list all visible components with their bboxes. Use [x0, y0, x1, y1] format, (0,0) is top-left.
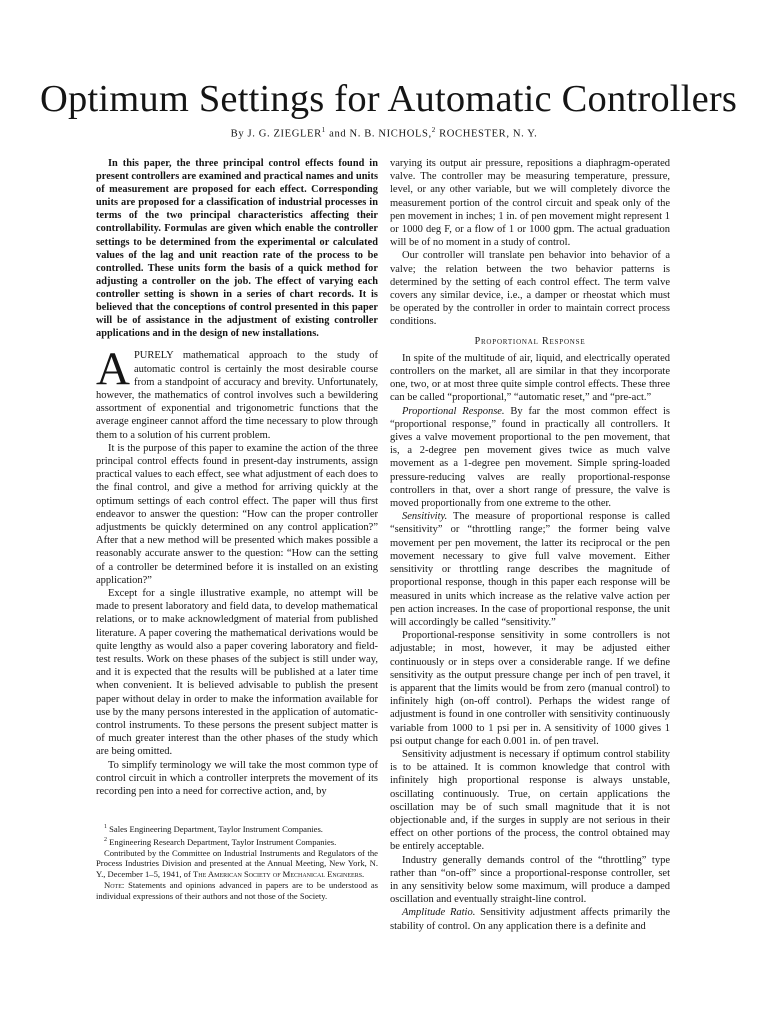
- body-paragraph: Except for a single illustrative example, no attempt will be made to present laboratory and field data, to develop mathematical relations, or to make acknowledgment of material from published literature. A paper covering the mathematical derivations would be quite lengthy as would also a paper covering laboratory and field-test results. Work on these phases of the subject is still under way, and it is expected that the results will be published at a later time when convenient. It is believed advisable to publish the present paper without delay in order to make the information available for use by the many persons interested in the application of automatic-control instruments. To these persons the present subject matter is of much greater interest than the other phases of the study which are being omitted.: [96, 587, 378, 758]
- body-paragraph: Our controller will translate pen behavior into behavior of a valve; the relation between the two behavior patterns is determined by the setting of each control effect. The term valve covers any similar device, i.e., a damper or rheostat which must be operated by the controller in order to maintain correct process conditions.: [390, 250, 670, 328]
- paper-title: Optimum Settings for Automatic Controllers: [40, 78, 738, 120]
- footnote-mark-2: 2: [431, 126, 436, 134]
- body-paragraph: Amplitude Ratio. Sensitivity adjustment affects primarily the stability of control. On any application there is a definite and: [390, 907, 670, 932]
- run-in-heading: Amplitude Ratio.: [402, 907, 476, 919]
- footnote-2: $^2$ Engineering Research Department, Taylor Instrument Companies.: [104, 836, 337, 847]
- contribution-note: Contributed by the Committee on Industrial Instruments and Regulators of the Process Industries Division and presented at the Annual Meeting, New York, N. Y., December 1–5, 1941, of The American Society of Mechanical Engineers.: [96, 847, 378, 880]
- author-location: ROCHESTER, N. Y.: [439, 128, 538, 140]
- left-column: [96, 157, 378, 798]
- run-in-heading: Proportional Response.: [402, 405, 505, 417]
- right-column: [390, 157, 670, 933]
- note-label: Note:: [104, 880, 125, 891]
- drop-cap: A: [96, 343, 130, 396]
- opening-paragraph: [96, 343, 378, 441]
- footnote-1: $^1$ Sales Engineering Department, Taylor Instrument Companies.: [104, 823, 323, 834]
- body-paragraph: Sensitivity adjustment is necessary if optimum control stability is to be attained. It is common knowledge that control with infinitely high proportional response is always unstable, oscillating continuously. True, on certain applications the oscillation may be of such small magnitude that it is not objectionable and, if the surges in supply are not serious in their effect on other portions of the process, the control obtained may be entirely acceptable.: [390, 748, 670, 853]
- section-heading: Proportional Response: [474, 335, 586, 347]
- byline-and: and: [329, 128, 347, 140]
- body-paragraph: It is the purpose of this paper to examine the action of the three principal control effects found in present-day instruments, assign practical values to each effect, see what adjustment of each does to the final control, and give a method for arriving quickly at the optimum settings of each control effect. The paper will thus first endeavor to answer the question: “How can the proper controller adjustments be quickly determined on any control application?” After that a new method will be presented which makes possible a reasonably accurate answer to the question: “How can the setting of a controller be determined before it is installed on an existing application?”: [96, 442, 378, 586]
- society-name: The American Society of Mechanical Engineers.: [193, 869, 365, 880]
- disclaimer-note: Note: Statements and opinions advanced in papers are to be understood as individual expressions of their authors and not those of the Society.: [96, 880, 378, 902]
- run-in-heading: Sensitivity.: [402, 511, 448, 523]
- author-ziegler: J. G. ZIEGLER: [247, 128, 322, 140]
- intro-paragraph: PURELY mathematical approach to the study of automatic control is certainly the most desirable course from a standpoint of accuracy and brevity. Unfortunately, however, the mathematics of control involves such a bewildering assortment of exponential and trigonometric functions that the average engineer cannot afford the time necessary to plow through them to a solution of his current problem.: [96, 350, 378, 441]
- abstract: In this paper, the three principal control effects found in present controllers are examined and practical names and units of measurement are proposed for each effect. Corresponding units are proposed for a classification of industrial processes in terms of the two principal characteristics affecting their controllability. Formulas are given which enable the controller settings to be determined from the experimental or calculated values of the lag and unit reaction rate of the process to be controlled. These units form the basis of a quick method for adjusting a controller on the job. The effect of varying each controller setting is shown in a series of chart records. It is believed that the conceptions of control presented in this paper will be of assistance in the adjustment of existing controller applications and in the design of new installations.: [96, 158, 378, 340]
- body-paragraph: varying its output air pressure, repositions a diaphragm-operated valve. The controller may be measuring temperature, pressure, level, or any other variable, but we will completely divorce the measurement portion of the control circuit and speak only of the pen movement in inches; 1 in. of pen movement might represent 1 or 1000 deg F, or a flow of 1 or 1000 gpm. The actual graduation will be of no moment in a study of control.: [390, 158, 670, 249]
- body-paragraph: To simplify terminology we will take the most common type of control circuit in which a controller interprets the movement of its recording pen into a need for corrective action, and, by: [96, 759, 378, 798]
- body-paragraph: Proportional Response. By far the most common effect is “proportional response,” found in practically all controllers. It gives a valve movement proportional to the pen movement, that is, a 2-degree pen movement gives twice as much valve movement as a 1-degree pen movement. Simple spring-loaded pressure-reducing valves are really proportional-response controllers in that, over a short range of pressure, the valve is moved proportionally from one extreme to the other.: [390, 405, 671, 510]
- body-paragraph: In spite of the multitude of air, liquid, and electrically operated controllers on the market, all are similar in that they incorporate one, two, or at most three quite simple control effects. These three can be called “proportional,” “automatic reset,” and “pre-act.”: [390, 352, 670, 404]
- byline: [40, 126, 728, 140]
- byline-by: By: [230, 128, 245, 140]
- footnotes: [96, 822, 378, 902]
- body-paragraph: Industry generally demands control of the “throttling” type rather than “on-off” since a proportional-response controller, set in any sensitivity below some maximum, will produce a damped oscillation and eventually straight-line control.: [390, 854, 670, 906]
- body-paragraph: Proportional-response sensitivity in some controllers is not adjustable; in most, however, it may be adjusted either continuously or in steps over a considerable range. If we define sensitivity as the output pressure change per inch of pen travel, it is apparent that the limits would be from zero (manual control) to infinitely high (on-off control). Perhaps the widest range of adjustment is found in one controller with sensitivity continuously variable from 1000 to 1 psi per in. A sensitivity of 1000 gives 1 psi output change for each 0.001 in. of pen travel.: [390, 630, 670, 747]
- footnote-mark-1: 1: [321, 126, 326, 134]
- author-nichols: N. B. NICHOLS,: [349, 128, 432, 140]
- body-paragraph: Sensitivity. The measure of proportional response is called “sensitivity” or “throttling range;” the former being valve movement per pen movement, the latter its reciprocal or the pen movement necessary to give full valve movement. Either sensitivity or throttling range describes the magnitude of proportional response, though in this paper each response will be measured in units which increase as the relative valve action per pen action increases. In the case of proportional response, the unit will accordingly be called “sensitivity.”: [390, 511, 670, 628]
